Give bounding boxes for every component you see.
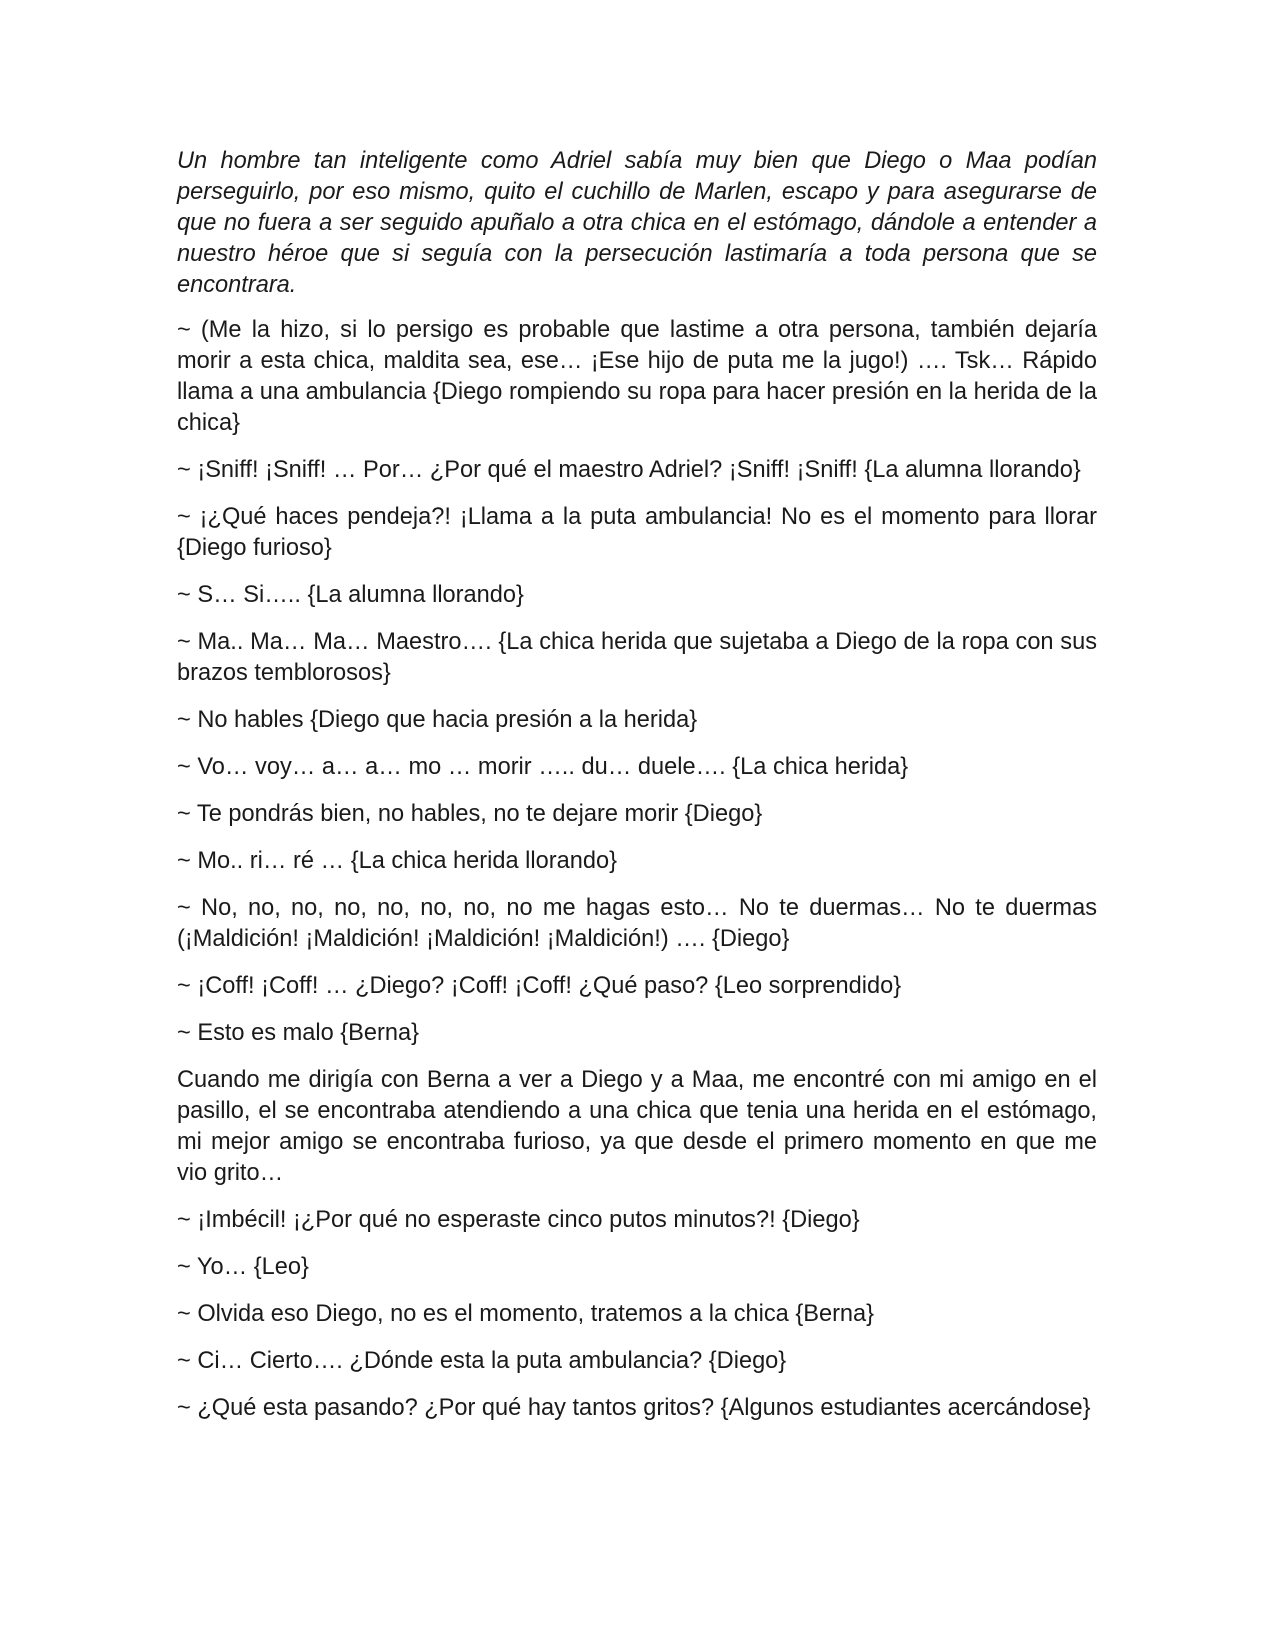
dialogue-line: ~ (Me la hizo, si lo persigo es probable que lastime a otra persona, también dejaría morir a esta chica, maldita sea, ese… ¡Ese hijo de puta me la jugo!) …. Tsk… Rápido llama a una ambulancia {Diego rompiendo su ropa para hacer presión en la herida de la chica} (177, 317, 1097, 436)
dialogue-line: ~ ¡Sniff! ¡Sniff! … Por… ¿Por qué el maestro Adriel? ¡Sniff! ¡Sniff! {La alumna llorando} (177, 457, 1081, 483)
dialogue-line: ~ ¡¿Qué haces pendeja?! ¡Llama a la puta ambulancia! No es el momento para llorar {Diego furioso} (177, 504, 1097, 561)
dialogue-line: ~ Olvida eso Diego, no es el momento, tratemos a la chica {Berna} (177, 1301, 875, 1327)
dialogue-line: ~ Te pondrás bien, no hables, no te dejare morir {Diego} (177, 801, 763, 827)
dialogue-line: ~ Ma.. Ma… Ma… Maestro…. {La chica herida que sujetaba a Diego de la ropa con sus brazos temblorosos} (177, 629, 1097, 686)
dialogue-line: ~ ¡Coff! ¡Coff! … ¿Diego? ¡Coff! ¡Coff! ¿Qué paso? {Leo sorprendido} (177, 973, 902, 999)
dialogue-line: ~ Mo.. ri… ré … {La chica herida llorando} (177, 848, 617, 874)
dialogue-line: ~ S… Si….. {La alumna llorando} (177, 582, 524, 608)
dialogue-line: ~ Esto es malo {Berna} (177, 1020, 419, 1046)
dialogue-line: ~ No, no, no, no, no, no, no, no me hagas esto… No te duermas… No te duermas (¡Maldición! ¡Maldición! ¡Maldición! ¡Maldición!) …. {Diego} (177, 895, 1097, 952)
dialogue-line: ~ Yo… {Leo} (177, 1254, 309, 1280)
dialogue-line: ~ Vo… voy… a… a… mo … morir ….. du… duele…. {La chica herida} (177, 754, 909, 780)
narration-paragraph: Un hombre tan inteligente como Adriel sabía muy bien que Diego o Maa podían perseguirlo, por eso mismo, quito el cuchillo de Marlen, escapo y para asegurarse de que no fuera a ser seguido apuñalo a otra chica en el estómago, dándole a entender a nuestro héroe que si seguía con la persecución lastimaría a toda persona que se encontrara. (177, 148, 1097, 298)
dialogue-line: ~ Ci… Cierto…. ¿Dónde esta la puta ambulancia? {Diego} (177, 1348, 787, 1374)
dialogue-line: ~ ¿Qué esta pasando? ¿Por qué hay tantos gritos? {Algunos estudiantes acercándose} (177, 1395, 1091, 1421)
dialogue-line: ~ No hables {Diego que hacia presión a la herida} (177, 707, 698, 733)
dialogue-line: ~ ¡Imbécil! ¡¿Por qué no esperaste cinco putos minutos?! {Diego} (177, 1207, 860, 1233)
document-page (177, 146, 1097, 1440)
narration-paragraph: Cuando me dirigía con Berna a ver a Diego y a Maa, me encontré con mi amigo en el pasillo, el se encontraba atendiendo a una chica que tenia una herida en el estómago, mi mejor amigo se encontraba furioso, ya que desde el primero momento en que me vio grito… (177, 1067, 1097, 1186)
